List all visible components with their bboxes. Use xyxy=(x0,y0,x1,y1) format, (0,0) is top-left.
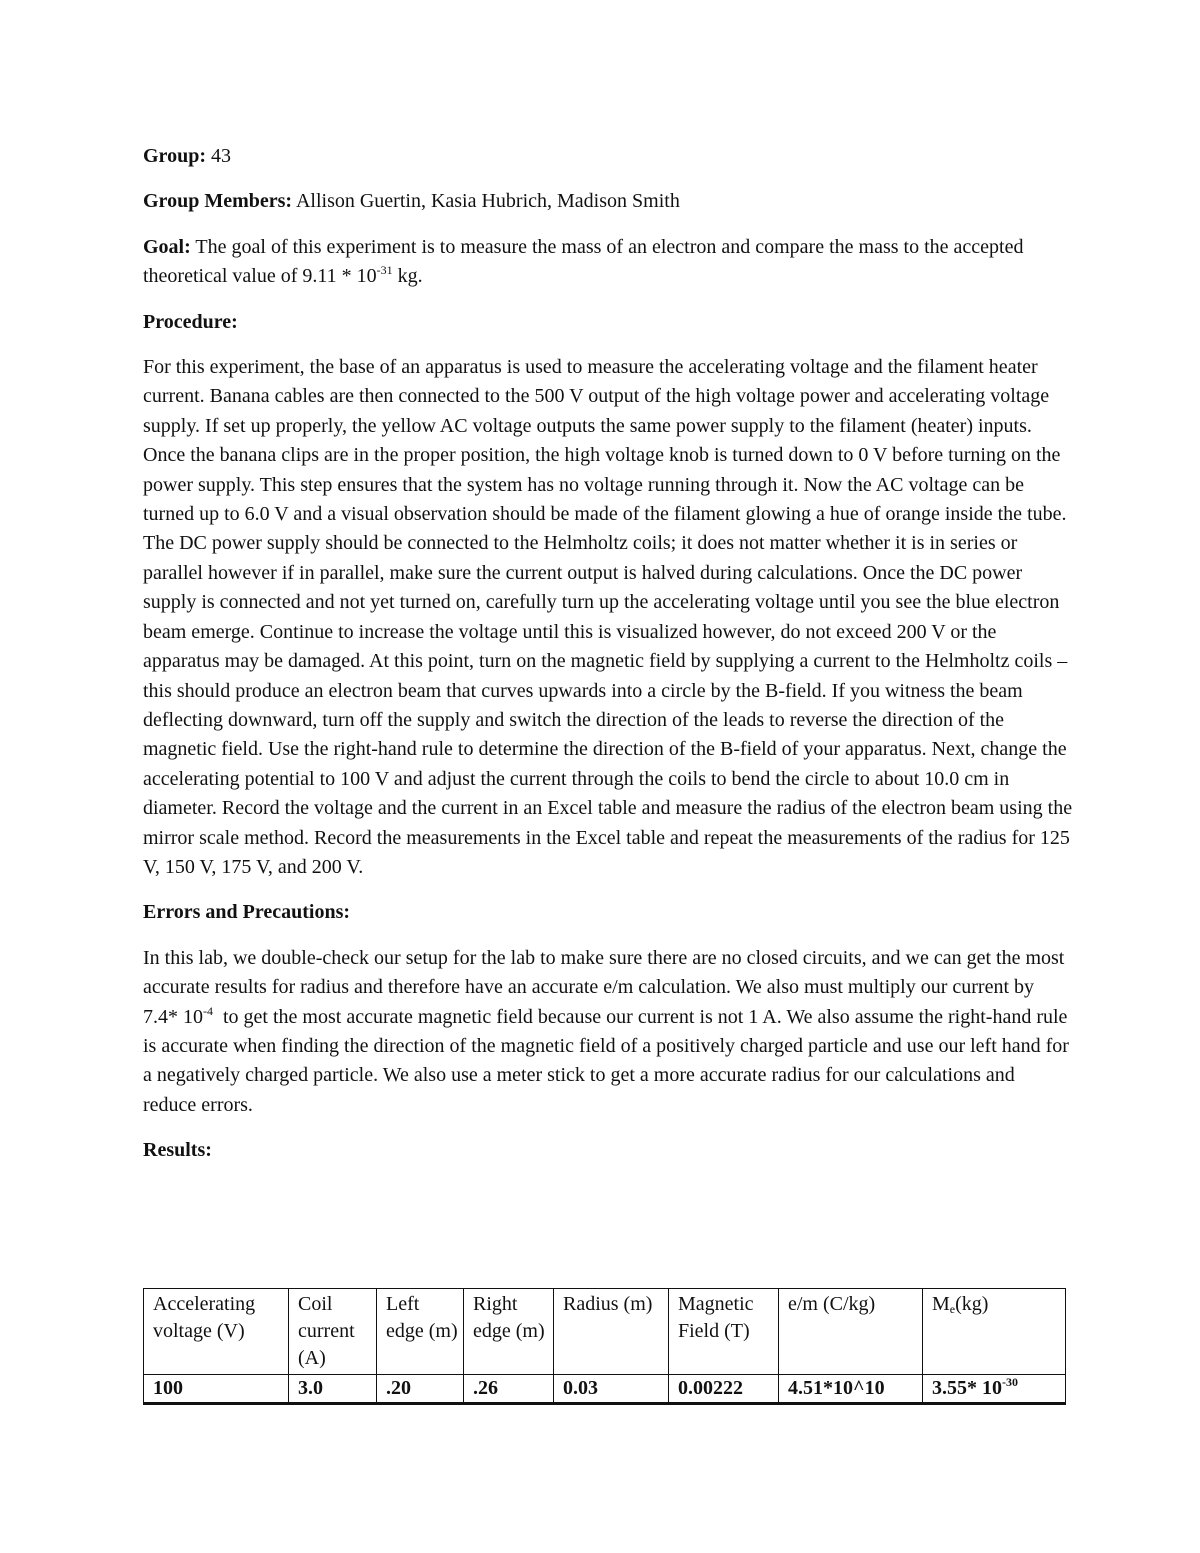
cell-accelerating-voltage: 100 xyxy=(144,1375,289,1404)
goal-text-before: The goal of this experiment is to measure the mass of an electron and compare the mass to the accepted theoretical value of 9.11 * 10 xyxy=(143,235,1024,288)
members-line xyxy=(143,187,1073,216)
errors-text-after: to get the most accurate magnetic field because our current is not 1 A. We also assume the right-hand rule is accurate when finding the direction of the magnetic field of a positively charged particle and use our left hand for a negatively charged particle. We also use a meter stick to get a more accurate radius for our calculations and reduce errors. xyxy=(143,1005,1074,1116)
group-label: Group: xyxy=(143,145,206,167)
cell-radius: 0.03 xyxy=(554,1375,669,1404)
results-table xyxy=(143,1288,1066,1405)
header-right-edge: Right edge (m) xyxy=(464,1289,554,1375)
cell-magnetic-field: 0.00222 xyxy=(669,1375,779,1404)
table-row xyxy=(144,1375,1066,1404)
group-line xyxy=(143,142,1073,171)
header-e-over-m: e/m (C/kg) xyxy=(779,1289,923,1375)
procedure-text: For this experiment, the base of an apparatus is used to measure the accelerating voltage and the filament heater current. Banana cables are then connected to the 500 V output of the high voltage power and accelerating voltage supply. If set up properly, the yellow AC voltage outputs the same power supply to the filament (heater) inputs. Once the banana clips are in the proper position, the high voltage knob is turned down to 0 V before turning on the power supply. This step ensures that the system has no voltage running through it. Now the AC voltage can be turned up to 6.0 V and a visual observation should be made of the filament glowing a hue of orange inside the tube. The DC power supply should be connected to the Helmholtz coils; it does not matter whether it is in series or parallel however if in parallel, make sure the current output is halved during calculations. Once the DC power supply is connected and not yet turned on, carefully turn up the accelerating voltage until you see the blue electron beam emerge. Continue to increase the voltage until this is visualized however, do not exceed 200 V or the apparatus may be damaged. At this point, turn on the magnetic field by supplying a current to the Helmholtz coils – this should produce an electron beam that curves upwards into a circle by the B-field. If you witness the beam deflecting downward, turn off the supply and switch the direction of the leads to reverse the direction of the magnetic field. Use the right-hand rule to determine the direction of the B-field of your apparatus. Next, change the accelerating potential to 100 V and adjust the current through the coils to bend the circle to about 10.0 cm in diameter. Record the voltage and the current in an Excel table and measure the radius of the electron beam using the mirror scale method. Record the measurements in the Excel table and repeat the measurements of the radius for 125 V, 150 V, 175 V, and 200 V. xyxy=(143,356,1073,878)
members-value: Allison Guertin, Kasia Hubrich, Madison Smith xyxy=(292,190,680,213)
errors-text-before: In this lab, we double-check our setup for the lab to make sure there are no closed circuits, and we can get the most accurate results for radius and therefore have an accurate e/m calculation. We also must multiply our current by 7.4* 10 xyxy=(143,946,1065,1028)
errors-exponent: -4 xyxy=(203,1003,213,1018)
goal-text-after: kg. xyxy=(392,265,423,288)
header-radius: Radius (m) xyxy=(554,1289,669,1375)
mass-header-subscript: e xyxy=(949,1302,956,1316)
procedure-heading: Procedure: xyxy=(143,310,238,333)
errors-heading: Errors and Precautions: xyxy=(143,901,351,924)
cell-e-over-m: 4.51*10^10 xyxy=(779,1375,923,1404)
members-label: Group Members: xyxy=(143,190,293,213)
results-header-row xyxy=(144,1289,1066,1375)
cell-coil-current: 3.0 xyxy=(289,1375,377,1404)
cell-right-edge: .26 xyxy=(464,1375,554,1404)
header-accelerating-voltage: Accelerating voltage (V) xyxy=(144,1289,289,1375)
mass-value-exponent: -30 xyxy=(1002,1375,1018,1389)
document-body xyxy=(143,142,1073,1182)
mass-header-base: M xyxy=(932,1293,950,1315)
goal-paragraph xyxy=(143,233,1073,292)
cell-electron-mass xyxy=(923,1375,1066,1404)
mass-value-base: 3.55* 10 xyxy=(932,1377,1002,1399)
mass-header-unit: (kg) xyxy=(955,1293,989,1315)
header-left-edge: Left edge (m) xyxy=(377,1289,464,1375)
errors-paragraph xyxy=(143,944,1073,1120)
goal-exponent: -31 xyxy=(376,263,393,278)
header-coil-current: Coil current (A) xyxy=(289,1289,377,1375)
results-heading: Results: xyxy=(143,1139,212,1162)
header-electron-mass xyxy=(923,1289,1066,1375)
header-magnetic-field: Magnetic Field (T) xyxy=(669,1289,779,1375)
goal-label: Goal: xyxy=(143,235,191,258)
cell-left-edge: .20 xyxy=(377,1375,464,1404)
group-value: 43 xyxy=(205,145,231,167)
